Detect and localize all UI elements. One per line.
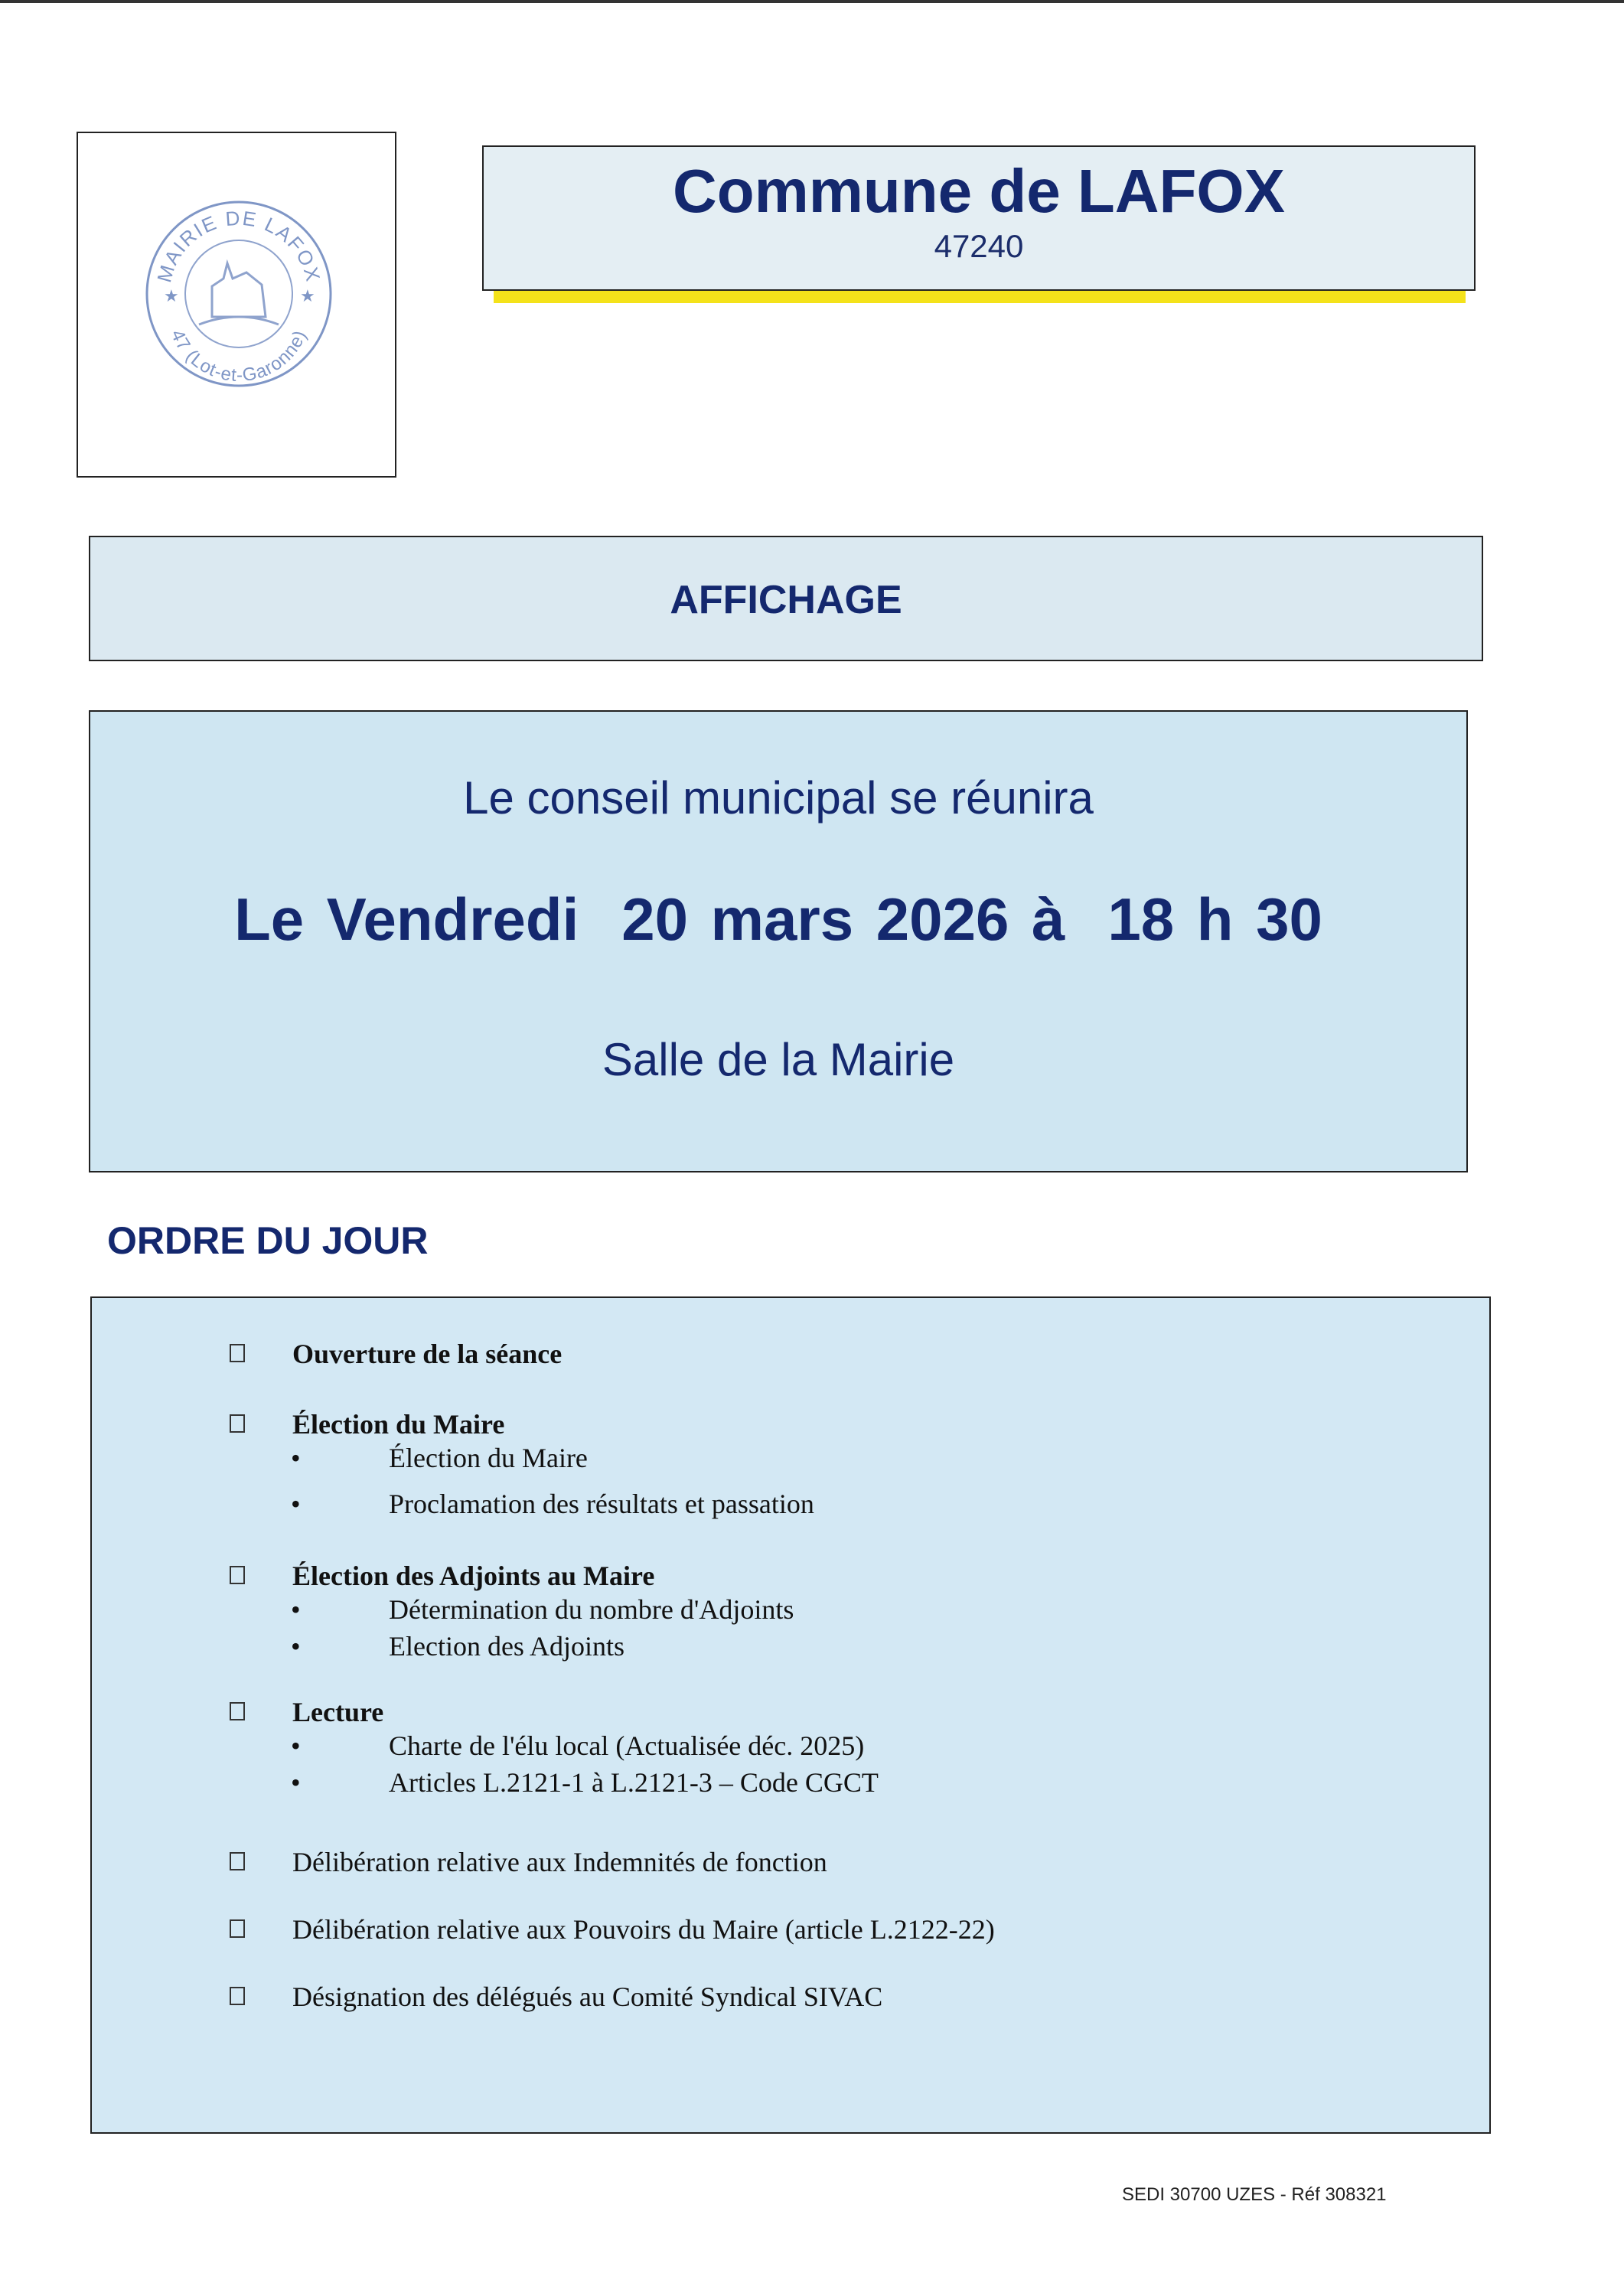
svg-text:★: ★ xyxy=(164,287,179,306)
bullet-icon: • xyxy=(291,1767,301,1798)
top-border-line xyxy=(0,0,1624,3)
seal-text-bottom: 47 (Lot-et-Garonne) xyxy=(166,326,311,386)
mairie-seal-stamp xyxy=(139,194,338,393)
checkbox-icon xyxy=(230,1987,245,2005)
checkbox-icon xyxy=(230,1566,245,1584)
bullet-icon: • xyxy=(291,1443,301,1473)
bullet-icon: • xyxy=(291,1631,301,1662)
affichage-label: AFFICHAGE xyxy=(670,578,902,622)
commune-title: Commune de LAFOX xyxy=(672,157,1286,225)
agenda-item-label: Élection du Maire xyxy=(292,1409,505,1440)
meeting-date: 20 mars 2026 à xyxy=(621,885,1065,953)
agenda-item-label: Désignation des délégués au Comité Syndical SIVAC xyxy=(292,1981,883,2012)
bullet-icon: • xyxy=(291,1594,301,1625)
ordre-du-jour-title: ORDRE DU JOUR xyxy=(107,1219,429,1262)
postal-code: 47240 xyxy=(934,228,1024,264)
agenda-item-label: Lecture xyxy=(292,1697,384,1727)
agenda-item-label: Délibération relative aux Pouvoirs du Maire (article L.2122-22) xyxy=(292,1914,995,1945)
seal-text-top: MAIRIE DE LAFOX xyxy=(152,206,325,285)
agenda-item-label: Délibération relative aux Indemnités de fonction xyxy=(292,1847,827,1877)
checkbox-icon xyxy=(230,1852,245,1870)
svg-text:★: ★ xyxy=(300,287,315,306)
meeting-place: Salle de la Mairie xyxy=(602,1034,955,1085)
seal-box xyxy=(77,132,396,478)
printer-reference: SEDI 30700 UZES - Réf 308321 xyxy=(1122,2184,1387,2205)
agenda-item-label: Élection des Adjoints au Maire xyxy=(292,1561,655,1591)
checkbox-icon xyxy=(230,1919,245,1938)
agenda-item-label: Ouverture de la séance xyxy=(292,1339,563,1369)
agenda-box: Ouverture de la séance Élection du Maire • Élection du Maire • Proclamation des résultats et passation Élection des Adjoints au Maire • Détermination du nombre d'Adjoints • Election des Adjoints Lecture • Charte de l'élu local (Actualisée déc. 2025) • Articles L.2121-1 à L.2121-3 – Code CGCT Délibération relative aux Indemnités de fonction Délibération relative aux Pouvoirs du Maire (article L.2122-22) Désignation des délégués au Comité Syndical SIVAC xyxy=(90,1296,1491,2134)
bullet-icon: • xyxy=(291,1489,301,1519)
affichage-banner xyxy=(89,536,1483,661)
meeting-datetime xyxy=(90,885,1466,954)
commune-header xyxy=(482,145,1476,291)
checkbox-icon xyxy=(230,1344,245,1362)
bullet-icon: • xyxy=(291,1730,301,1761)
checkbox-icon xyxy=(230,1702,245,1720)
meeting-time: 18 h 30 xyxy=(1107,885,1322,953)
yellow-underline xyxy=(494,291,1466,303)
meeting-box xyxy=(89,710,1468,1172)
meeting-day: Le Vendredi xyxy=(234,885,579,953)
meeting-intro: Le conseil municipal se réunira xyxy=(463,772,1094,823)
checkbox-icon xyxy=(230,1414,245,1433)
